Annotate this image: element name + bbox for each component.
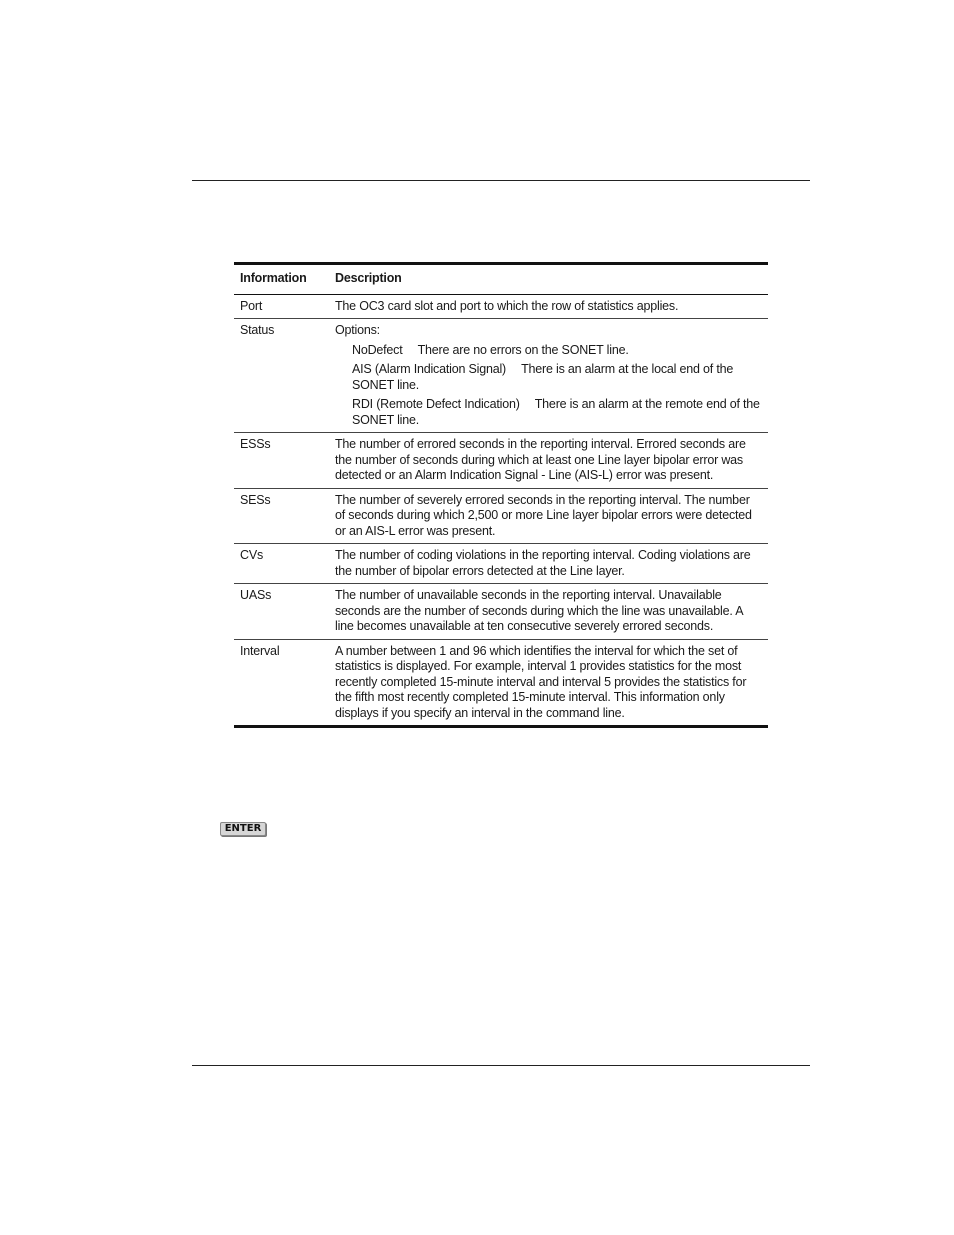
header-rule: [192, 180, 810, 181]
column-header-information: Information: [234, 264, 329, 295]
row-info-port: Port: [234, 294, 329, 319]
table-header-row: [234, 264, 768, 295]
row-info-esss: ESSs: [234, 433, 329, 489]
row-desc-sess: The number of severely errored seconds in the reporting interval. The number of seconds during which 2,500 or more Line layer bipolar errors were detected or an AIS-L error was present.: [329, 488, 768, 544]
row-info-status: Status: [234, 319, 329, 433]
row-desc-port: The OC3 card slot and port to which the row of statistics applies.: [329, 294, 768, 319]
status-option-text: There is an alarm at the local end of the SONET line.: [352, 362, 734, 392]
footer-rule: [192, 1065, 810, 1066]
row-info-interval: Interval: [240, 643, 280, 658]
status-option-name: RDI (Remote Defect Indication): [352, 397, 520, 411]
status-option-name: AIS (Alarm Indication Signal): [352, 362, 506, 376]
table-row: [234, 488, 768, 544]
status-option: [335, 397, 762, 428]
enter-key-icon: ENTER: [220, 822, 266, 836]
table-row: [234, 544, 768, 584]
table-row: [234, 433, 768, 489]
status-option: [335, 343, 762, 359]
row-desc-interval: A number between 1 and 96 which identifies the interval for which the set of statistics is displayed. For example, interval 1 provides statistics for the most recently completed 15-minute interval and interval 5 provides the statistics for the fifth most recently completed 15-minute interval. This information only displays if you specify an interval in the command line.: [335, 643, 747, 720]
table-row: [234, 319, 768, 433]
row-desc-esss: The number of errored seconds in the reporting interval. Errored seconds are the number of seconds during which at least one Line layer bipolar error was detected or an Alarm Indication Signal - Line (AIS-L) error was present.: [329, 433, 768, 489]
row-desc-uass: The number of unavailable seconds in the reporting interval. Unavailable seconds are the number of seconds during which the line was unavailable. A line becomes unavailable at ten consecutive severely errored seconds.: [329, 584, 768, 640]
table-row: [234, 584, 768, 640]
options-label: Options:: [335, 323, 380, 337]
status-option: [335, 362, 762, 393]
table-row: [234, 639, 768, 727]
table-row: [234, 294, 768, 319]
status-option-text: There is an alarm at the remote end of the SONET line.: [352, 397, 760, 427]
information-table: [234, 262, 768, 728]
row-info-cvs: CVs: [234, 544, 329, 584]
column-header-description: Description: [329, 264, 768, 295]
status-option-name: NoDefect: [352, 342, 403, 357]
row-desc-cvs: The number of coding violations in the reporting interval. Coding violations are the number of bipolar errors detected at the Line layer.: [329, 544, 768, 584]
row-info-sess: SESs: [234, 488, 329, 544]
row-desc-status: [329, 319, 768, 433]
status-option-text: There are no errors on the SONET line.: [417, 342, 629, 357]
row-info-uass: UASs: [234, 584, 329, 640]
